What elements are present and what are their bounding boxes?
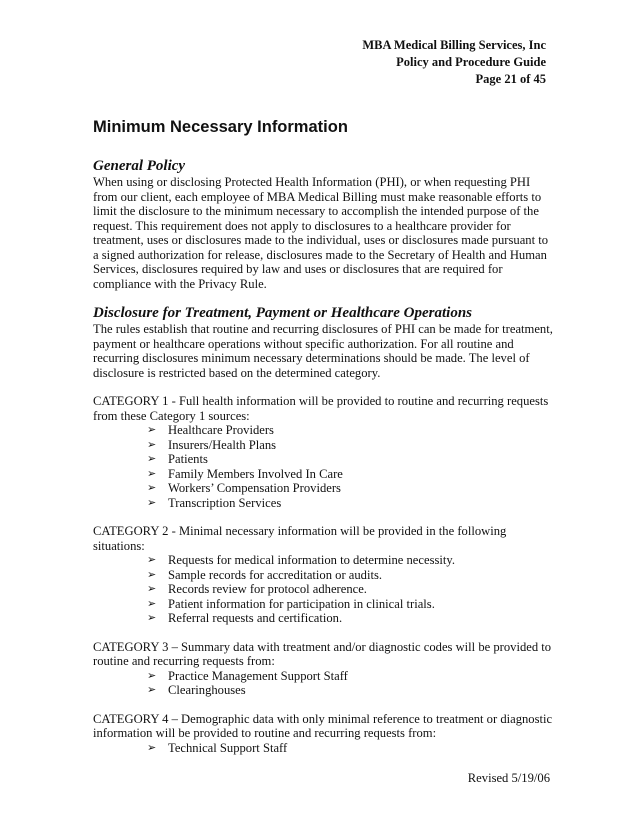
arrow-bullet-icon: ➢ <box>147 683 157 696</box>
arrow-bullet-icon: ➢ <box>147 611 157 624</box>
arrow-bullet-icon: ➢ <box>147 596 157 610</box>
category-3-text: CATEGORY 3 – Summary data with treatment and/or diagnostic codes will be provided to routine and recurring requests from: <box>93 639 552 668</box>
disclosure-heading: Disclosure for Treatment, Payment or Healthcare Operations <box>93 305 473 321</box>
list-item: ➢ Sample records for accreditation or audits. <box>147 567 383 582</box>
arrow-bullet-icon: ➢ <box>147 452 157 465</box>
category-3 <box>93 640 553 698</box>
list-item: ➢ Patient information for participation in clinical trials. <box>147 596 435 611</box>
arrow-bullet-icon: ➢ <box>147 567 157 581</box>
category-4 <box>93 712 553 756</box>
general-policy-text: When using or disclosing Protected Health Information (PHI), or when requesting PHI from our client, each employee of MBA Medical Billing must make reasonable efforts to limit the disclosure to the minimum necessary to accomplish the intended purpose of the request. This requirement does not apply to disclosures to a healthcare provider for treatment, uses or disclosures made to the individual, uses or disclosures made pursuant to a signed authorization for release, disclosures made to the Secretary of Health and Human Services, disclosures required by law and uses or disclosures that are required for compliance with the Privacy Rule. <box>93 175 549 291</box>
category-2-list <box>93 553 553 626</box>
category-1-list <box>93 423 553 510</box>
list-item: ➢ Referral requests and certification. <box>147 611 343 625</box>
list-item: ➢ Technical Support Staff <box>147 740 288 755</box>
disclosure-text: The rules establish that routine and recurring disclosures of PHI can be made for treatment, payment or healthcare operations without specific authorization. For all routine and recurring disclosures minimum necessary determinations should be made. The level of disclosure is restricted based on the determined category. <box>93 322 553 380</box>
arrow-bullet-icon: ➢ <box>147 582 157 595</box>
document-body <box>93 157 553 755</box>
page-title: Minimum Necessary Information <box>93 118 348 136</box>
category-4-list <box>93 741 553 756</box>
list-item: ➢ Requests for medical information to determine necessity. <box>147 553 456 567</box>
category-1-text: CATEGORY 1 - Full health information will be provided to routine and recurring requests from these Category 1 sources: <box>93 394 549 423</box>
company-name: MBA Medical Billing Services, Inc <box>362 38 546 52</box>
page-header <box>362 37 546 88</box>
arrow-bullet-icon: ➢ <box>147 481 157 494</box>
arrow-bullet-icon: ➢ <box>147 437 157 451</box>
category-2-text: CATEGORY 2 - Minimal necessary information will be provided in the following situations: <box>93 524 507 553</box>
list-item: ➢ Insurers/Health Plans <box>147 437 277 452</box>
page-number: Page 21 of 45 <box>475 72 546 86</box>
arrow-bullet-icon: ➢ <box>147 423 157 436</box>
category-2 <box>93 524 553 626</box>
list-item: ➢ Workers’ Compensation Providers <box>147 481 341 495</box>
arrow-bullet-icon: ➢ <box>147 466 157 480</box>
general-policy-heading: General Policy <box>93 158 186 174</box>
arrow-bullet-icon: ➢ <box>147 668 157 682</box>
category-1 <box>93 394 553 510</box>
list-item: ➢ Transcription Services <box>147 495 282 510</box>
arrow-bullet-icon: ➢ <box>147 495 157 509</box>
list-item: ➢ Healthcare Providers <box>147 423 274 437</box>
list-item: ➢ Practice Management Support Staff <box>147 668 348 683</box>
list-item: ➢ Family Members Involved In Care <box>147 466 343 481</box>
list-item: ➢ Patients <box>147 452 208 466</box>
arrow-bullet-icon: ➢ <box>147 553 157 566</box>
list-item: ➢ Records review for protocol adherence. <box>147 582 367 596</box>
revision-date: Revised 5/19/06 <box>467 771 550 785</box>
guide-title: Policy and Procedure Guide <box>396 55 546 69</box>
list-item: ➢ Clearinghouses <box>147 683 246 697</box>
category-3-list <box>93 669 553 698</box>
category-4-text: CATEGORY 4 – Demographic data with only minimal reference to treatment or diagnostic information will be provided to routine and recurring requests from: <box>93 711 553 740</box>
arrow-bullet-icon: ➢ <box>147 740 157 754</box>
